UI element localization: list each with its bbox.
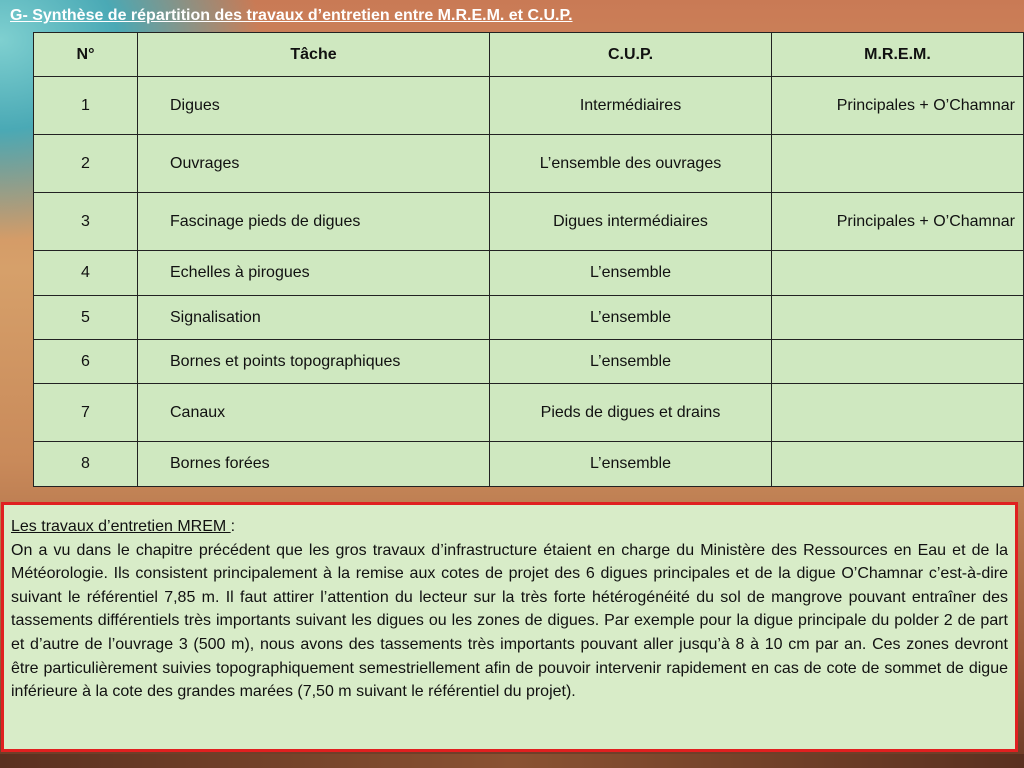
cell-cup: L’ensemble [490, 296, 772, 340]
mrem-body-text: On a vu dans le chapitre précédent que les gros travaux d’infrastructure étaient en charge du Ministère des Ressources en Eau et de la Météorologie. Ils consistent principalement à la remise aux cotes de projet des 6 digues principales et de la digue O’Chamnar c’est-à-dire suivant le référentiel 7,85 m. Il faut attirer l’attention du lecteur sur la très forte hétérogénéité du sol de mangrove pouvant entraîner des tassements différentiels très importants suivant les digues ou les zones de digues. Par exemple pour la digue principale du polder 2 de part et d’autre de l’ouvrage 3 (500 m), nous avons des tassements très importants pouvant aller jusqu’à 8 à 10 cm par an. Ces zones devront être particulièrement suivies topographiquement semestriellement afin de pouvoir intervenir rapidement en cas de cote de sommet de digue inférieure à la cote des grandes marées (7,50 m suivant le référentiel du projet). [11, 541, 1008, 701]
bottom-decorative-bar [0, 754, 1024, 768]
table-row [34, 384, 1024, 442]
cell-cup: L’ensemble des ouvrages [490, 135, 772, 193]
cell-cup: Intermédiaires [490, 77, 772, 135]
cell-mrem [772, 442, 1024, 487]
cell-num: 8 [34, 442, 138, 487]
repartition-table-container [33, 32, 1023, 487]
cell-mrem [772, 340, 1024, 384]
cell-cup: L’ensemble [490, 251, 772, 296]
table-row [34, 77, 1024, 135]
cell-num: 7 [34, 384, 138, 442]
repartition-table [33, 32, 1024, 487]
cell-num: 6 [34, 340, 138, 384]
table-row [34, 340, 1024, 384]
table-row [34, 193, 1024, 251]
header-num: N° [34, 33, 138, 77]
table-header-row [34, 33, 1024, 77]
cell-mrem [772, 251, 1024, 296]
cell-cup: L’ensemble [490, 442, 772, 487]
cell-mrem [772, 384, 1024, 442]
cell-num: 4 [34, 251, 138, 296]
cell-cup: L’ensemble [490, 340, 772, 384]
cell-task: Fascinage pieds de digues [138, 193, 490, 251]
header-cup: C.U.P. [490, 33, 772, 77]
cell-task: Bornes et points topographiques [138, 340, 490, 384]
table-row [34, 442, 1024, 487]
header-task: Tâche [138, 33, 490, 77]
cell-task: Bornes forées [138, 442, 490, 487]
cell-mrem [772, 296, 1024, 340]
cell-num: 1 [34, 77, 138, 135]
table-row [34, 135, 1024, 193]
cell-mrem [772, 135, 1024, 193]
slide-title: G- Synthèse de répartition des travaux d’entretien entre M.R.E.M. et C.U.P. [10, 7, 573, 24]
table-row [34, 296, 1024, 340]
cell-cup: Pieds de digues et drains [490, 384, 772, 442]
cell-task: Canaux [138, 384, 490, 442]
cell-task: Ouvrages [138, 135, 490, 193]
mrem-heading-colon: : [230, 518, 236, 535]
cell-mrem: Principales + O’Chamnar [772, 77, 1024, 135]
cell-mrem: Principales + O’Chamnar [772, 193, 1024, 251]
cell-task: Digues [138, 77, 490, 135]
mrem-text-box [1, 502, 1018, 752]
cell-task: Echelles à pirogues [138, 251, 490, 296]
cell-task: Signalisation [138, 296, 490, 340]
cell-num: 5 [34, 296, 138, 340]
cell-num: 2 [34, 135, 138, 193]
mrem-heading-text: Les travaux d’entretien MREM [11, 518, 231, 535]
cell-num: 3 [34, 193, 138, 251]
cell-cup: Digues intermédiaires [490, 193, 772, 251]
header-mrem: M.R.E.M. [772, 33, 1024, 77]
mrem-heading [11, 515, 1008, 539]
table-row [34, 251, 1024, 296]
